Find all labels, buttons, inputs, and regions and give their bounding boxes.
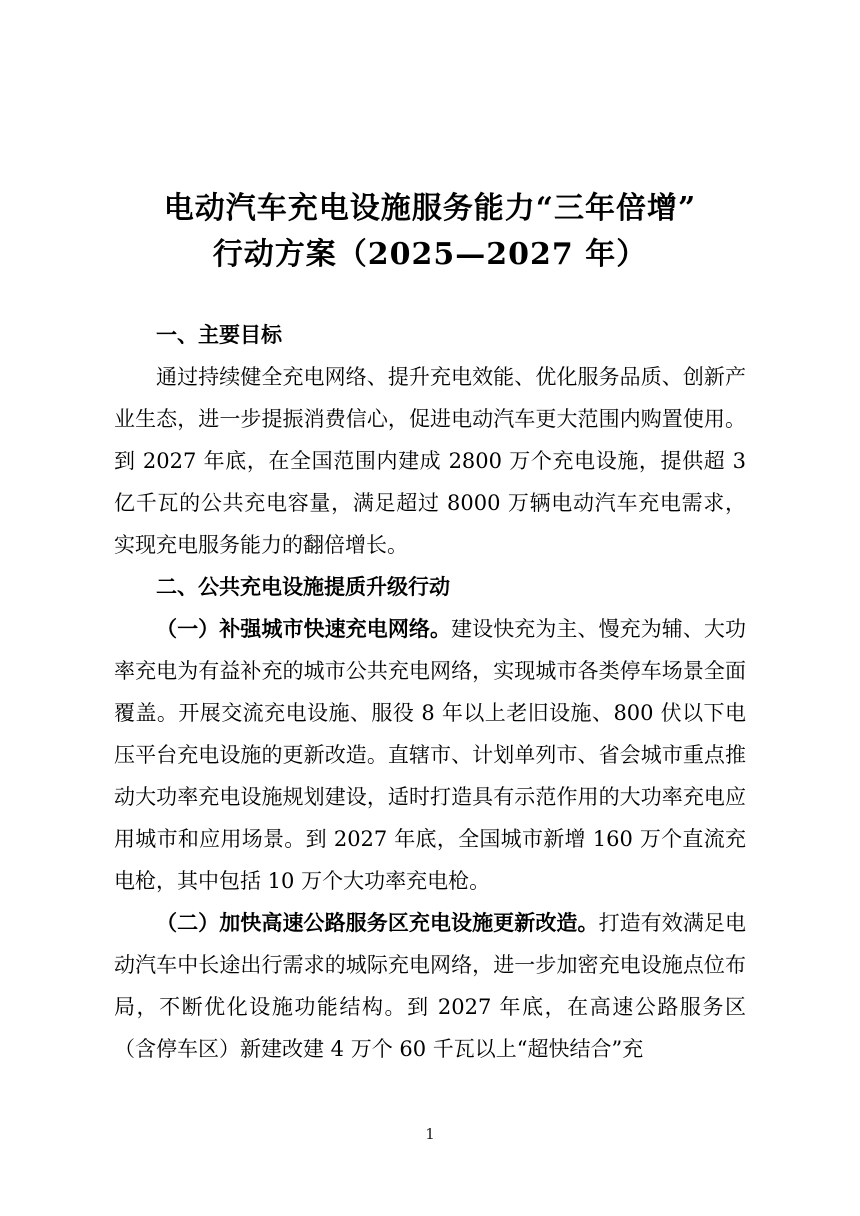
page-number: 1 — [425, 1125, 435, 1143]
paragraph-city-fast-charging-text: 建设快充为主、慢充为辅、大功率充电为有益补充的城市公共充电网络，实现城市各类停车场景全面覆盖。开展交流充电设施、服役 8 年以上老旧设施、800 伏以下电压平台充电设施的更新改造。直辖市、计划单列市、省会城市重点推动大功率充电设施规划建设，适时打造具有示范作用的大功率充电应用城市和应用场景。到 2027 年底，全国城市新增 160 万个直流充电枪，其中包括 10 万个大功率充电枪。 — [114, 617, 747, 893]
paragraph-main-goals: 通过持续健全充电网络、提升充电效能、优化服务品质、创新产业生态，进一步提振消费信心，促进电动汽车更大范围内购置使用。到 2027 年底，在全国范围内建成 2800 万个充电设施，提供超 3 亿千瓦的公共充电容量，满足超过 8000 万辆电动汽车充电需求，实现充电服务能力的翻倍增长。 — [114, 365, 746, 557]
document-body — [114, 314, 746, 1070]
paragraph-highway-service-area — [114, 902, 746, 1070]
document-title-line-1: 电动汽车充电设施服务能力“三年倍增” — [163, 191, 697, 226]
paragraph-highway-service-area-text: 打造有效满足电动汽车中长途出行需求的城际充电网络，进一步加密充电设施点位布局，不断优化设施功能结构。到 2027 年底，在高速公路服务区（含停车区）新建改建 4 万个 60 千瓦以上“超快结合”充 — [114, 911, 747, 1061]
document-title — [114, 186, 746, 278]
section-heading-main-goals: 一、主要目标 — [156, 323, 282, 347]
section-heading-public-charging-upgrade: 二、公共充电设施提质升级行动 — [156, 575, 450, 599]
paragraph-highway-service-area-lead: （二）加快高速公路服务区充电设施更新改造。 — [156, 910, 599, 935]
paragraph-city-fast-charging — [114, 608, 746, 902]
document-title-line-2: 行动方案（2025—2027 年） — [212, 237, 648, 272]
paragraph-city-fast-charging-lead: （一）补强城市快速充电网络。 — [156, 616, 452, 641]
